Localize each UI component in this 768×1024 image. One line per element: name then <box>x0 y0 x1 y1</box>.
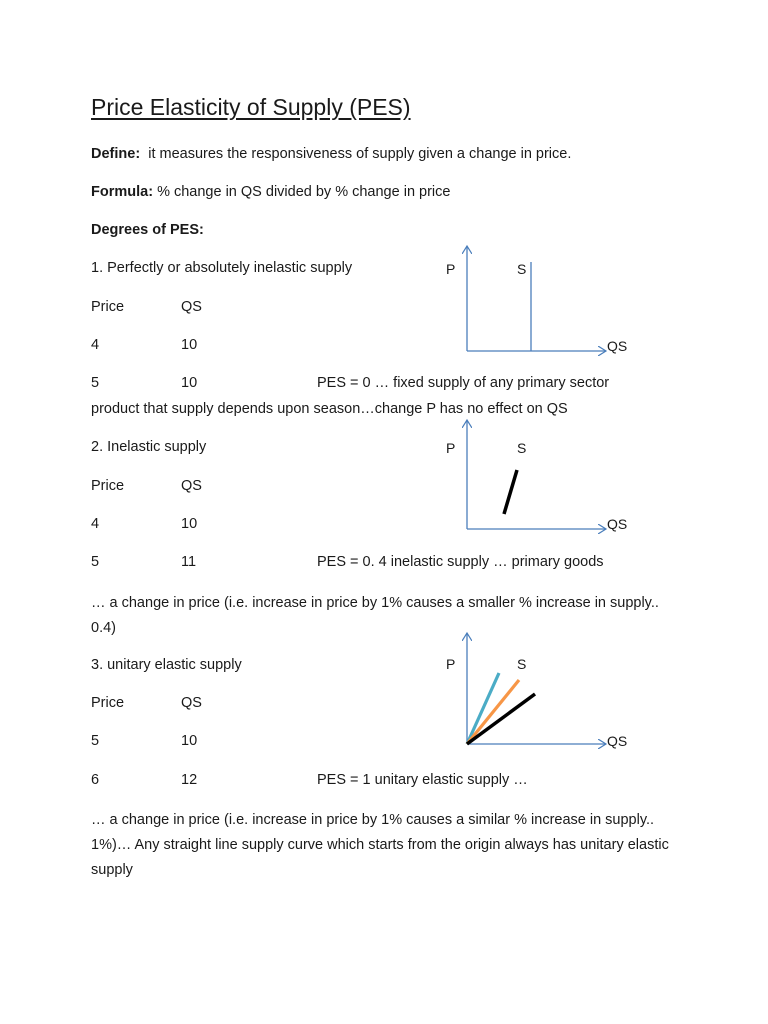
section-3-explanation: … a change in price (i.e. increase in price by 1% causes a similar % increase in supply.. 1%)… Any straight line supply curve which starts from the origin always has unitary elastic supply <box>91 812 669 878</box>
curve-label: S <box>517 261 527 277</box>
diagram-perfectly-inelastic <box>430 240 640 360</box>
section-1-row-2-qs: 10 <box>181 375 198 391</box>
degrees-heading: Degrees of PES: <box>91 222 204 238</box>
formula-label: Formula: <box>91 184 154 200</box>
section-1-row-1-price: 4 <box>91 337 100 353</box>
section-2-pes-note: PES = 0. 4 inelastic supply … primary goods <box>317 554 604 570</box>
curve-label: S <box>517 440 527 456</box>
section-1-row-2-price: 5 <box>91 375 100 391</box>
section-3-heading: 3. unitary elastic supply <box>91 657 242 673</box>
x-axis-label: QS <box>607 338 628 354</box>
section-2-row-1-qs: 10 <box>181 516 198 532</box>
y-axis-label: P <box>446 656 456 672</box>
section-3-pes-note: PES = 1 unitary elastic supply … <box>317 772 528 788</box>
section-2-row-2-price: 5 <box>91 554 100 570</box>
section-2-col-price: Price <box>91 478 125 494</box>
define-line <box>91 144 571 164</box>
x-axis-label: QS <box>607 516 628 532</box>
define-label: Define: <box>91 146 141 162</box>
section-3-col-qs: QS <box>181 695 202 711</box>
x-axis-label: QS <box>607 733 628 749</box>
define-text: it measures the responsiveness of supply given a change in price. <box>148 146 572 162</box>
formula-text: % change in QS divided by % change in price <box>157 184 451 200</box>
section-3-row-1-price: 5 <box>91 733 100 749</box>
section-3-row-2-price: 6 <box>91 772 100 788</box>
section-3-col-price: Price <box>91 695 125 711</box>
page-title: Price Elasticity of Supply (PES) <box>91 94 411 120</box>
y-axis-label: P <box>446 440 456 456</box>
section-2-row-2-qs: 11 <box>181 554 197 570</box>
section-2-heading: 2. Inelastic supply <box>91 439 207 455</box>
section-1-pes-note: PES = 0 … fixed supply of any primary sector <box>317 375 610 391</box>
section-1-row-1-qs: 10 <box>181 337 198 353</box>
section-2-col-qs: QS <box>181 478 202 494</box>
curve-label: S <box>517 656 527 672</box>
section-2-explanation: … a change in price (i.e. increase in price by 1% causes a smaller % increase in supply.. 0.4) <box>91 595 659 636</box>
section-1-heading: 1. Perfectly or absolutely inelastic supply <box>91 260 353 276</box>
section-1-col-qs: QS <box>181 299 202 315</box>
supply-curve-steep <box>504 470 517 514</box>
section-3-row-2-qs: 12 <box>181 772 198 788</box>
section-1-continuation: product that supply depends upon season…change P has no effect on QS <box>91 401 568 417</box>
section-1-col-price: Price <box>91 299 125 315</box>
diagram-inelastic <box>430 414 640 534</box>
y-axis-label: P <box>446 261 456 277</box>
section-2-row-1-price: 4 <box>91 516 100 532</box>
diagram-unitary-elastic <box>430 628 640 752</box>
formula-line <box>91 182 450 202</box>
section-3-row-1-qs: 10 <box>181 733 198 749</box>
